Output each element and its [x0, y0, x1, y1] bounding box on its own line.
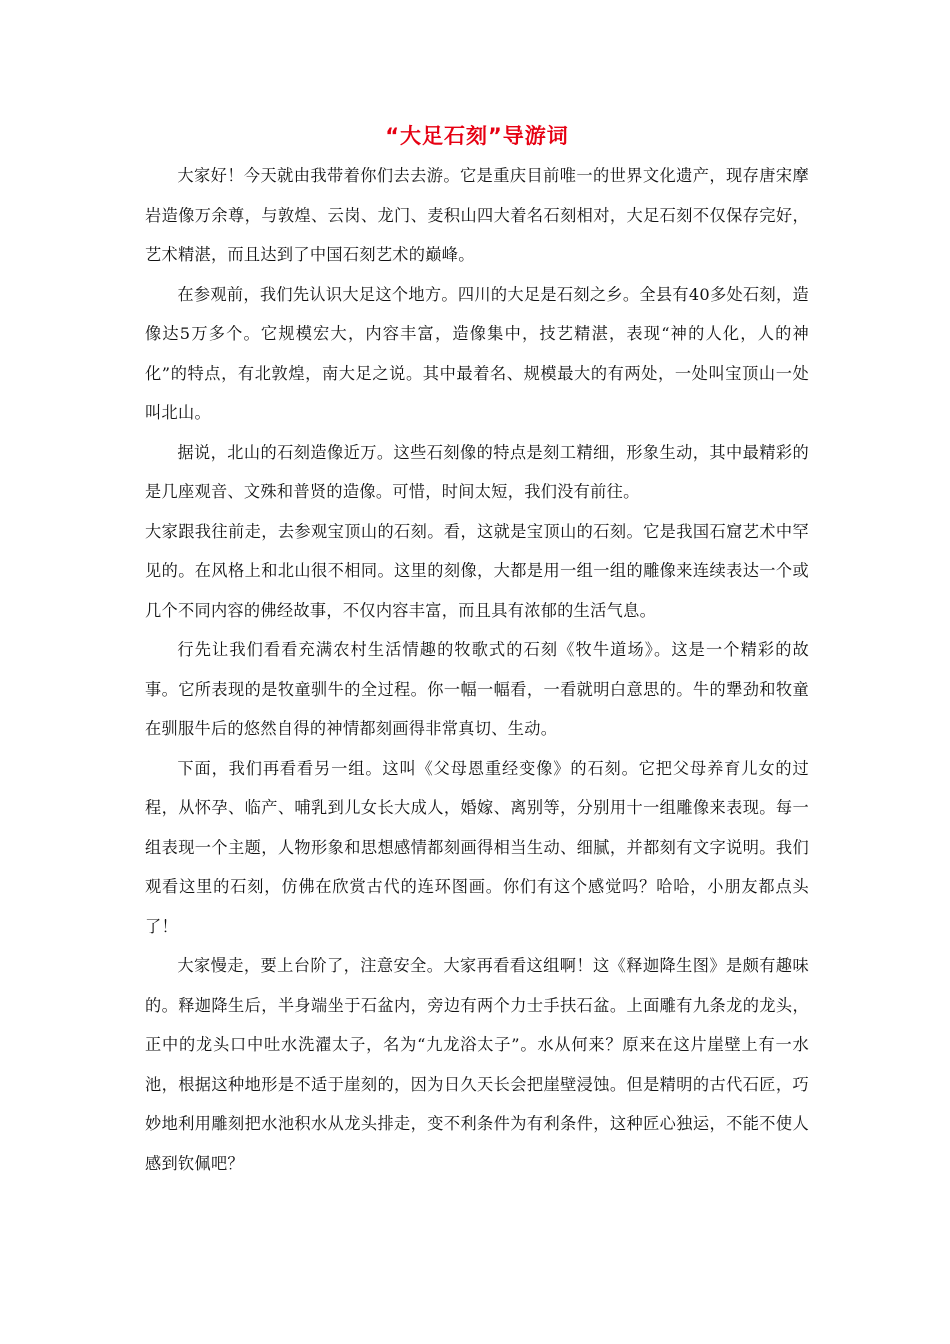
paragraph-intro: 大家好！今天就由我带着你们去去游。它是重庆目前唯一的世界文化遗产，现存唐宋摩岩造像万余尊，与敦煌、云岗、龙门、麦积山四大着名石刻相对，大足石刻不仅保存完好，艺术精湛，而且达到了中国石刻艺术的巅峰。 — [145, 166, 809, 264]
paragraph-fumu-enzhong: 下面，我们再看看另一组。这叫《父母恩重经变像》的石刻。它把父母养育儿女的过程，从怀孕、临产、哺乳到儿女长大成人，婚嫁、离别等，分别用十一组雕像来表现。每一组表现一个主题，人物形象和思想感情都刻画得相当生动、细腻，并都刻有文字说明。我们观看这里的石刻，仿佛在欣赏古代的连环图画。你们有这个感觉吗？哈哈，小朋友都点头了！ — [145, 758, 809, 936]
paragraph-baodingshan: 大家跟我往前走，去参观宝顶山的石刻。看，这就是宝顶山的石刻。它是我国石窟艺术中罕见的。在风格上和北山很不相同。这里的刻像，大都是用一组一组的雕像来连续表达一个或几个不同内容的佛经故事，不仅内容丰富，而且具有浓郁的生活气息。 — [145, 521, 809, 620]
document-page — [145, 118, 809, 1183]
paragraph-muniu-daochang: 行先让我们看看充满农村生活情趣的牧歌式的石刻《牧牛道场》。这是一个精彩的故事。它所表现的是牧童驯牛的全过程。你一幅一幅看，一看就明白意思的。牛的犟劲和牧童在驯服牛后的悠然自得的神情都刻画得非常真切、生动。 — [145, 640, 809, 738]
paragraph-beishan: 据说，北山的石刻造像近万。这些石刻像的特点是刻工精细，形象生动，其中最精彩的是几座观音、文殊和普贤的造像。可惜，时间太短，我们没有前往。 — [145, 442, 809, 501]
paragraph-shijia-jiangsheng: 大家慢走，要上台阶了，注意安全。大家再看看这组啊！这《释迦降生图》是颇有趣味的。释迦降生后，半身端坐于石盆内，旁边有两个力士手扶石盆。上面雕有九条龙的龙头，正中的龙头口中吐水洗濯太子，名为“九龙浴太子”。水从何来？原来在这片崖壁上有一水池，根据这种地形是不适于崖刻的，因为日久天长会把崖壁浸蚀。但是精明的古代石匠，巧妙地利用雕刻把水池积水从龙头排走，变不利条件为有利条件，这种匠心独运，不能不使人感到钦佩吧？ — [145, 956, 809, 1173]
document-title: “大足石刻”导游词 — [385, 124, 569, 148]
paragraph-dazu-overview: 在参观前，我们先认识大足这个地方。四川的大足是石刻之乡。全县有40多处石刻，造像达5万多个。它规模宏大，内容丰富，造像集中，技艺精湛，表现“神的人化，人的神化”的特点，有北敦煌，南大足之说。其中最着名、规模最大的有两处，一处叫宝顶山一处叫北山。 — [145, 284, 809, 422]
